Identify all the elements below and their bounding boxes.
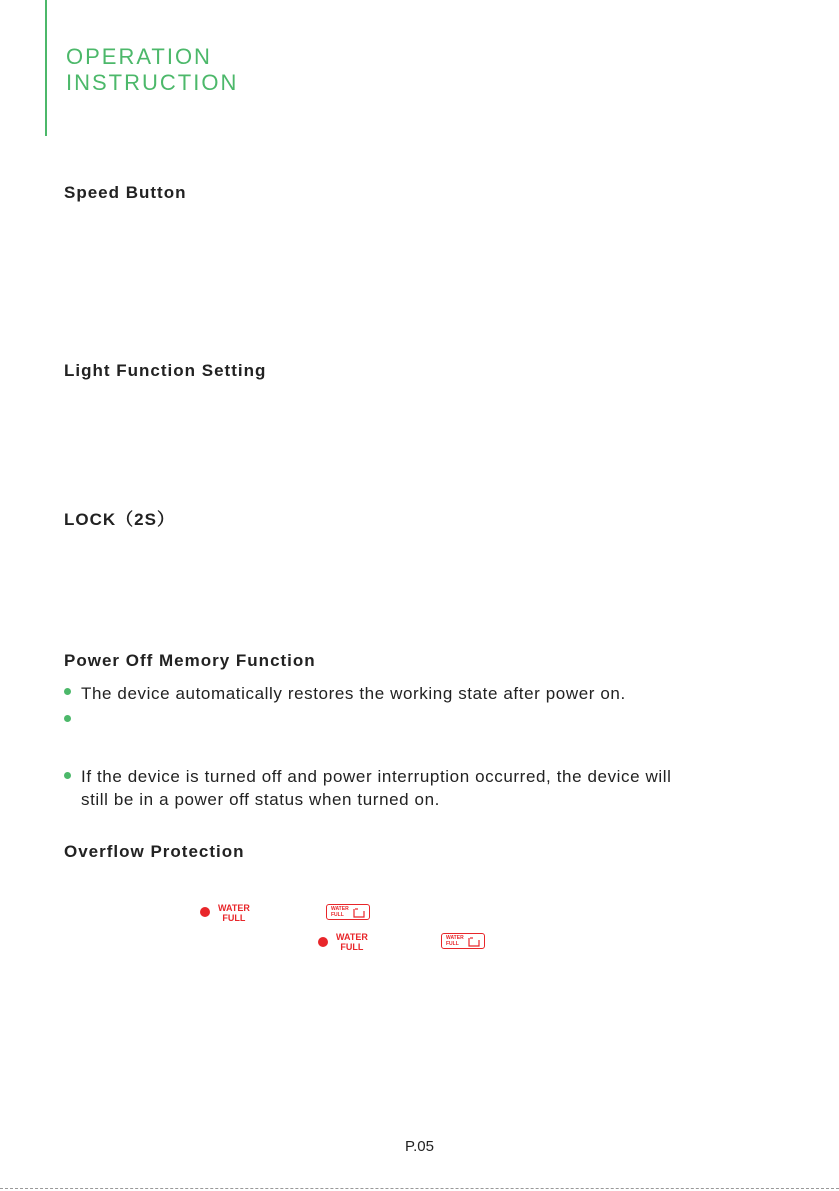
page-title <box>66 44 238 96</box>
water-tank-icon <box>468 937 480 947</box>
bullet-dot <box>64 715 71 722</box>
water-full-led-icon <box>318 937 328 947</box>
page-trim-line <box>0 1188 839 1189</box>
memory-bullet-3-continued: still be in a power off status when turned on. <box>81 790 440 809</box>
overflow-protection-heading: Overflow Protection <box>64 842 245 861</box>
bullet-dot <box>64 772 71 779</box>
speed-button-heading: Speed Button <box>64 183 187 202</box>
water-full-indicator-label: WATER FULL <box>336 932 368 952</box>
header-accent-bar <box>45 0 47 136</box>
water-tank-icon <box>353 908 365 918</box>
water-full-display-icon: WATER FULL <box>326 904 370 920</box>
lock-heading: LOCK（2S） <box>64 510 175 529</box>
memory-bullet-3: If the device is turned off and power interruption occurred, the device will <box>81 767 672 786</box>
light-function-heading: Light Function Setting <box>64 361 267 380</box>
title-line-1: OPERATION <box>66 44 212 69</box>
page-number: P.05 <box>405 1138 434 1155</box>
water-full-indicator-label: WATER FULL <box>218 903 250 923</box>
water-full-led-icon <box>200 907 210 917</box>
title-line-2: INSTRUCTION <box>66 70 239 95</box>
memory-bullet-1: The device automatically restores the working state after power on. <box>81 684 626 703</box>
power-off-memory-heading: Power Off Memory Function <box>64 651 316 670</box>
bullet-dot <box>64 688 71 695</box>
water-full-display-icon: WATER FULL <box>441 933 485 949</box>
